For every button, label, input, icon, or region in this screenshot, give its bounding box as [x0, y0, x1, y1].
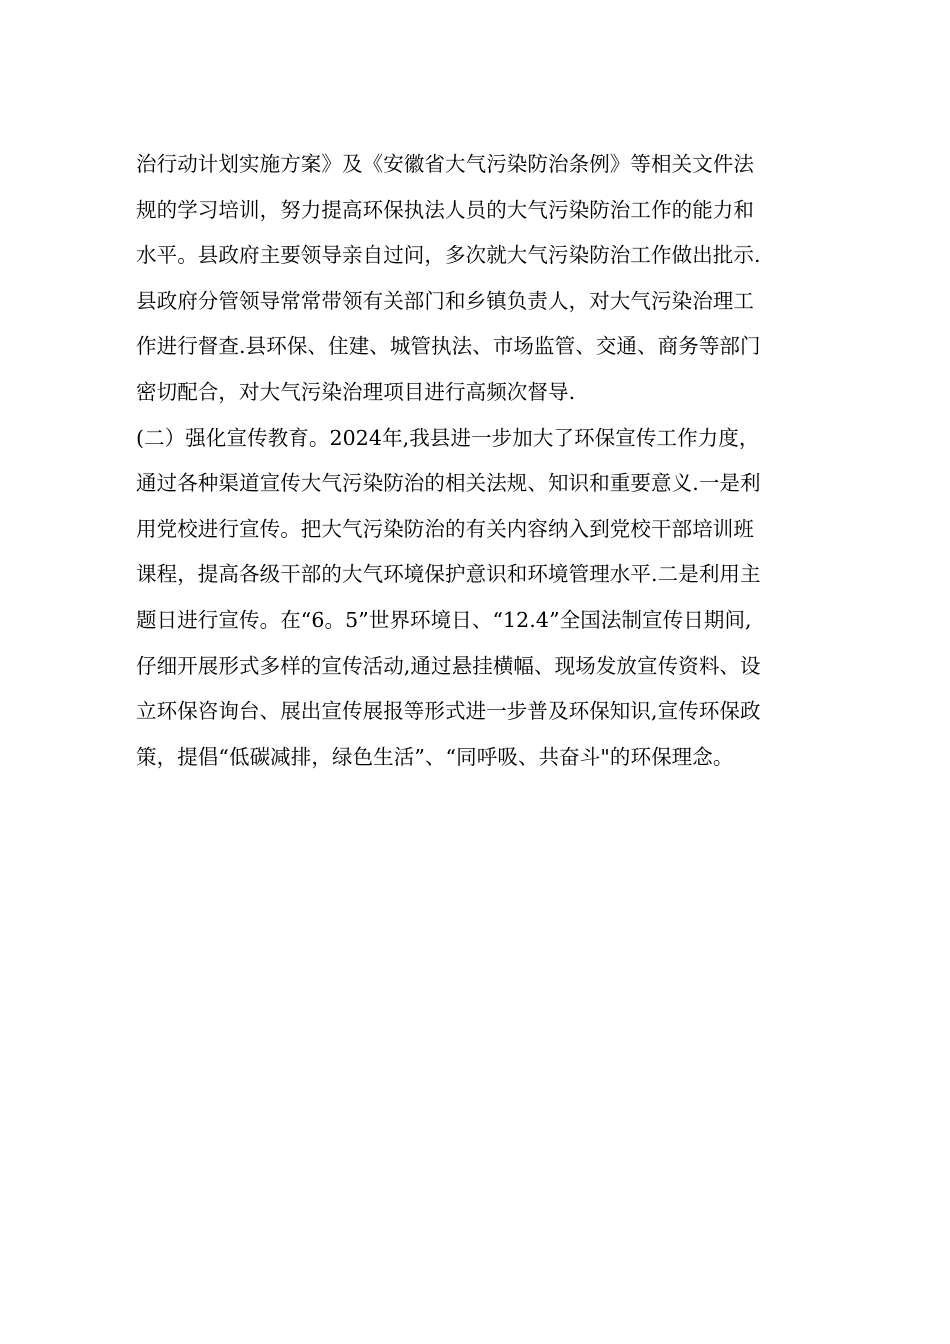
text-line-5: 作进行督查.县环保、住建、城管执法、市场监管、交通、商务等部门 [136, 334, 761, 359]
text-line-3: 水平。县政府主要领导亲自过问，多次就大气污染防治工作做出批示. [136, 243, 761, 268]
document-body [136, 142, 836, 780]
text-line-10: 课程，提高各级干部的大气环境保护意识和环境管理水平.二是利用主 [136, 562, 761, 587]
text-line-11: 题日进行宣传。在“6。5”世界环境日、“12.4”全国法制宣传日期间, [136, 607, 752, 632]
text-line-1: 治行动计划实施方案》及《安徽省大气污染防治条例》等相关文件法 [136, 152, 754, 176]
text-line-9: 用党校进行宣传。把大气污染防治的有关内容纳入到党校干部培训班 [136, 516, 754, 541]
text-line-14: 策，提倡“低碳减排，绿色生活”、“同呼吸、共奋斗"的环保理念。 [136, 744, 734, 769]
text-line-2: 规的学习培训，努力提高环保执法人员的大气污染防治工作的能力和 [136, 197, 754, 222]
text-line-12: 仔细开展形式多样的宣传活动,通过悬挂横幅、现场发放宣传资料、设 [136, 653, 761, 678]
text-line-13: 立环保咨询台、展出宣传展报等形式进一步普及环保知识,宣传环保政 [136, 699, 761, 724]
text-line-6: 密切配合，对大气污染治理项目进行高频次督导. [136, 379, 576, 404]
text-line-7: (二）强化宣传教育。2024年,我县进一步加大了环保宣传工作力度， [136, 425, 760, 450]
text-line-4: 县政府分管领导常常带领有关部门和乡镇负责人，对大气污染治理工 [136, 288, 754, 313]
text-line-8: 通过各种渠道宣传大气污染防治的相关法规、知识和重要意义.一是利 [136, 471, 761, 496]
